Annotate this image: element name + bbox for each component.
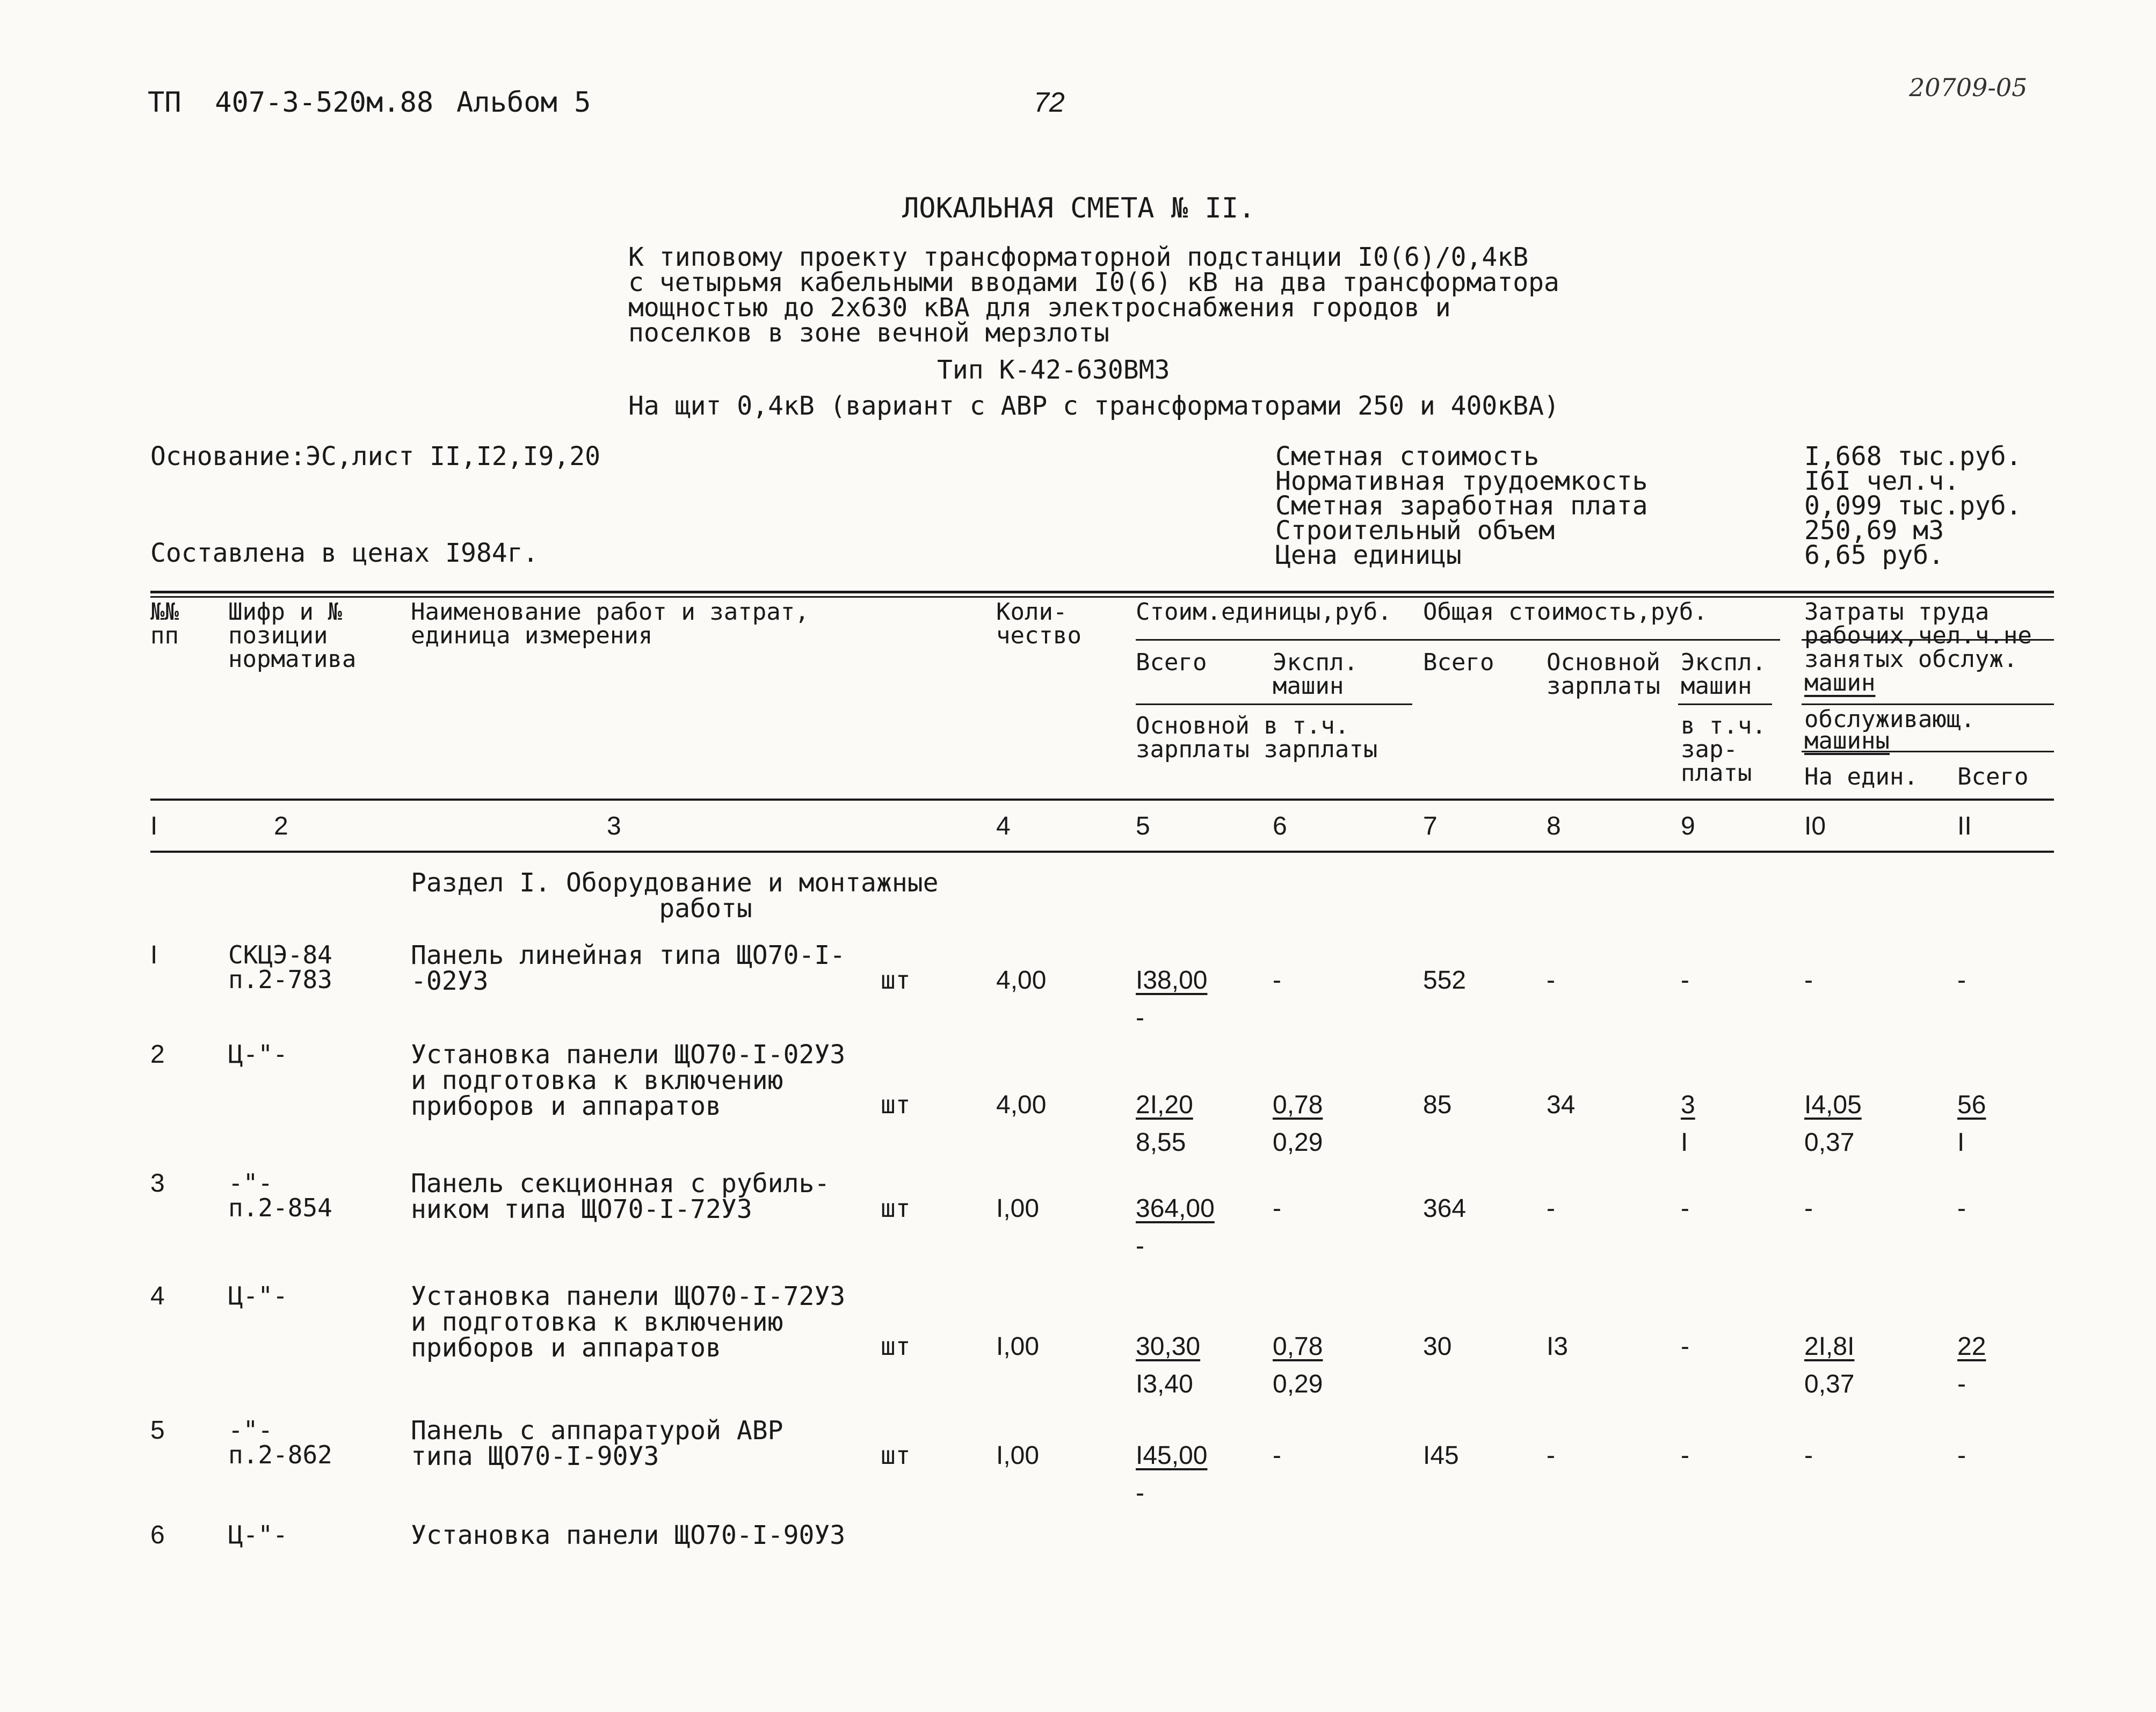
summary-label: Цена единицы — [1275, 540, 1462, 570]
row-total-machines-wages: I — [1681, 1128, 1688, 1157]
album-label: Альбом 5 — [456, 86, 591, 119]
row-labor-total: 22 — [1957, 1332, 1986, 1361]
row-total-cost: 30 — [1423, 1332, 1452, 1361]
row-unit-cost-machines-wages: 0,29 — [1273, 1128, 1323, 1157]
row-unit: шт — [881, 1441, 911, 1470]
col-header-c5: Всего — [1136, 649, 1207, 676]
machines-split-rule — [1678, 703, 1772, 705]
summary-label: Сметная стоимость — [1275, 441, 1540, 471]
col-number: 4 — [996, 812, 1011, 840]
row-unit: шт — [881, 1332, 911, 1361]
col-number: 6 — [1273, 812, 1287, 840]
col-header-labor: Затраты труда рабочих,чел.ч.не занятых обслуж. — [1804, 598, 2032, 673]
row-quantity: 4,00 — [996, 1091, 1047, 1119]
row-unit-cost-machines: - — [1273, 966, 1281, 995]
summary-value: 250,69 м3 — [1804, 516, 1944, 546]
row-unit-cost-machines: - — [1273, 1441, 1281, 1470]
row-labor-per-unit-machines: 0,37 — [1804, 1128, 1855, 1157]
row-number: 6 — [150, 1521, 165, 1549]
row-name: Панель секционная с рубиль- ником типа ЩО70-I-72УЗ — [411, 1169, 830, 1224]
col-header-c7: Всего — [1423, 649, 1494, 676]
row-labor-per-unit: I4,05 — [1804, 1091, 1862, 1119]
basis-text: Основание:ЭС,лист II,I2,I9,20 — [150, 441, 601, 471]
row-total-wages: - — [1547, 1194, 1555, 1223]
row-labor-per-unit: 2I,8I — [1804, 1332, 1855, 1361]
col-header-c9-bottom: в т.ч. зар- платы — [1681, 712, 1766, 787]
row-unit-cost-total: 2I,20 — [1136, 1091, 1193, 1119]
summary-label: Нормативная трудоемкость — [1275, 466, 1648, 496]
row-number: 4 — [150, 1282, 165, 1310]
row-quantity: 4,00 — [996, 966, 1047, 995]
description-line: К типовому проекту трансформаторной подстанции I0(6)/0,4кВ — [628, 242, 1529, 272]
row-name: Панель линейная типа ЩО70-I- -02УЗ — [411, 940, 846, 996]
row-unit-cost-machines: - — [1273, 1194, 1281, 1223]
cost-subheader-rule — [1136, 639, 1780, 641]
page-number: 72 — [1034, 87, 1065, 118]
row-unit-cost-wages: - — [1136, 1479, 1144, 1507]
row-unit-cost-machines: 0,78 — [1273, 1091, 1323, 1119]
row-code: СКЦЭ-84 п.2-783 — [228, 940, 332, 994]
col-header-number: №№ пп — [150, 598, 179, 649]
col-number: 2 — [274, 812, 288, 840]
column-numbers-rule — [150, 851, 2054, 853]
col-number: 3 — [607, 812, 621, 840]
col-number: I0 — [1804, 812, 1826, 840]
summary-value: I,668 тыс.руб. — [1804, 441, 2022, 471]
row-number: 2 — [150, 1040, 165, 1069]
row-unit-cost-total: I45,00 — [1136, 1441, 1208, 1470]
summary-label: Строительный объем — [1275, 516, 1555, 546]
row-unit-cost-machines: 0,78 — [1273, 1332, 1323, 1361]
row-code: Ц-"- — [228, 1040, 288, 1069]
row-number: 3 — [150, 1169, 165, 1198]
row-total-machines: - — [1681, 1332, 1689, 1361]
row-labor-total: - — [1957, 966, 1966, 995]
header-bottom-rule — [150, 799, 2054, 801]
row-total-cost: 364 — [1423, 1194, 1467, 1223]
row-unit-cost-wages: - — [1136, 1004, 1144, 1032]
row-quantity: I,00 — [996, 1194, 1040, 1223]
row-total-machines: - — [1681, 966, 1689, 995]
row-unit: шт — [881, 966, 911, 995]
col-header-labor-serving2: машины — [1804, 727, 1890, 755]
col-number: 7 — [1423, 812, 1438, 840]
col-header-c8: Основной зарплаты — [1547, 649, 1660, 700]
row-total-wages: I3 — [1547, 1332, 1569, 1361]
row-name: Установка панели ЩО70-I-02УЗ и подготовка к включению приборов и аппаратов — [411, 1040, 846, 1121]
row-name: Установка панели ЩО70-I-90УЗ — [411, 1520, 846, 1550]
row-name: Панель с аппаратурой АВР типа ЩО70-I-90УЗ — [411, 1416, 783, 1471]
row-labor-total-machines: I — [1957, 1128, 1965, 1157]
unit-cost-split-rule — [1136, 703, 1412, 705]
price-level: Составлена в ценах I984г. — [150, 538, 539, 568]
summary-value: I6I чел.ч. — [1804, 466, 1959, 496]
row-quantity: I,00 — [996, 1441, 1040, 1470]
row-total-machines: - — [1681, 1441, 1689, 1470]
summary-label: Сметная заработная плата — [1275, 491, 1648, 521]
sheet-code: 20709-05 — [1909, 73, 2028, 102]
row-labor-total-machines: - — [1957, 1370, 1966, 1398]
col-header-labor-serving: обслуживающ. — [1804, 706, 1975, 733]
row-code: -"- п.2-854 — [228, 1169, 332, 1222]
description-line: поселков в зоне вечной мерзлоты — [628, 318, 1109, 348]
substation-type: Тип К-42-630ВМЗ — [937, 355, 1170, 385]
col-number: 5 — [1136, 812, 1150, 840]
row-quantity: I,00 — [996, 1332, 1040, 1361]
row-unit-cost-wages: I3,40 — [1136, 1370, 1193, 1398]
row-total-machines: 3 — [1681, 1091, 1695, 1119]
row-total-wages: 34 — [1547, 1091, 1576, 1119]
col-header-c9: Экспл. машин — [1681, 649, 1766, 700]
row-total-cost: 552 — [1423, 966, 1467, 995]
col-header-c11: Всего — [1957, 763, 2029, 790]
col-number: 8 — [1547, 812, 1561, 840]
row-labor-total: - — [1957, 1441, 1966, 1470]
summary-value: 0,099 тыс.руб. — [1804, 491, 2022, 521]
row-name: Установка панели ЩО70-I-72УЗ и подготовка к включению приборов и аппаратов — [411, 1281, 846, 1363]
estimate-title: ЛОКАЛЬНАЯ СМЕТА № II. — [902, 192, 1255, 224]
row-unit-cost-total: I38,00 — [1136, 966, 1208, 995]
row-labor-per-unit-machines: 0,37 — [1804, 1370, 1855, 1398]
row-total-cost: 85 — [1423, 1091, 1452, 1119]
col-header-name: Наименование работ и затрат, единица измерения — [411, 598, 809, 649]
row-code: -"- п.2-862 — [228, 1416, 332, 1469]
row-unit: шт — [881, 1090, 911, 1119]
col-number: I — [150, 812, 158, 840]
col-header-c6: Экспл. машин — [1273, 649, 1358, 700]
row-total-machines: - — [1681, 1194, 1689, 1223]
col-header-c10: На един. — [1804, 763, 1918, 790]
col-number: II — [1957, 812, 1972, 840]
row-labor-per-unit: - — [1804, 1441, 1813, 1470]
row-number: I — [150, 941, 158, 969]
section-title: Раздел I. Оборудование и монтажные работы — [411, 868, 939, 924]
row-labor-per-unit: - — [1804, 1194, 1813, 1223]
table-top-rule-thin — [150, 596, 2054, 598]
col-header-labor-machines: машин — [1804, 669, 1876, 697]
description-line: мощностью до 2х630 кВА для электроснабжения городов и — [628, 293, 1451, 323]
col-number: 9 — [1681, 812, 1695, 840]
labor-split-rule — [1802, 703, 2054, 705]
col-header-code: Шифр и № позиции норматива — [228, 598, 357, 673]
col-header-unit-cost: Стоим.единицы,руб. — [1136, 598, 1392, 626]
estimate-subject: На щит 0,4кВ (вариант с АВР с трансформаторами 250 и 400кВА) — [628, 391, 1559, 421]
row-total-cost: I45 — [1423, 1441, 1459, 1470]
row-labor-total: 56 — [1957, 1091, 1986, 1119]
row-code: Ц-"- — [228, 1281, 288, 1310]
row-number: 5 — [150, 1416, 165, 1445]
row-labor-total: - — [1957, 1194, 1966, 1223]
row-total-wages: - — [1547, 966, 1555, 995]
row-unit-cost-wages: - — [1136, 1232, 1144, 1260]
row-unit-cost-total: 30,30 — [1136, 1332, 1201, 1361]
description-line: с четырьмя кабельными вводами I0(6) кВ на два трансформатора — [628, 267, 1559, 298]
row-unit-cost-wages: 8,55 — [1136, 1128, 1186, 1157]
row-total-wages: - — [1547, 1441, 1555, 1470]
col-header-quantity: Коли- чество — [996, 598, 1081, 649]
summary-value: 6,65 руб. — [1804, 540, 1944, 570]
table-top-rule — [150, 591, 2054, 593]
row-code: Ц-"- — [228, 1520, 288, 1549]
row-unit: шт — [881, 1194, 911, 1223]
row-labor-per-unit: - — [1804, 966, 1813, 995]
row-unit-cost-total: 364,00 — [1136, 1194, 1215, 1223]
document-code: ТП 407-3-520м.88 — [148, 86, 434, 119]
col-header-c56-bottom: Основной в т.ч. зарплаты зарплаты — [1136, 712, 1378, 763]
col-header-total-cost: Общая стоимость,руб. — [1423, 598, 1708, 626]
row-unit-cost-machines-wages: 0,29 — [1273, 1370, 1323, 1398]
